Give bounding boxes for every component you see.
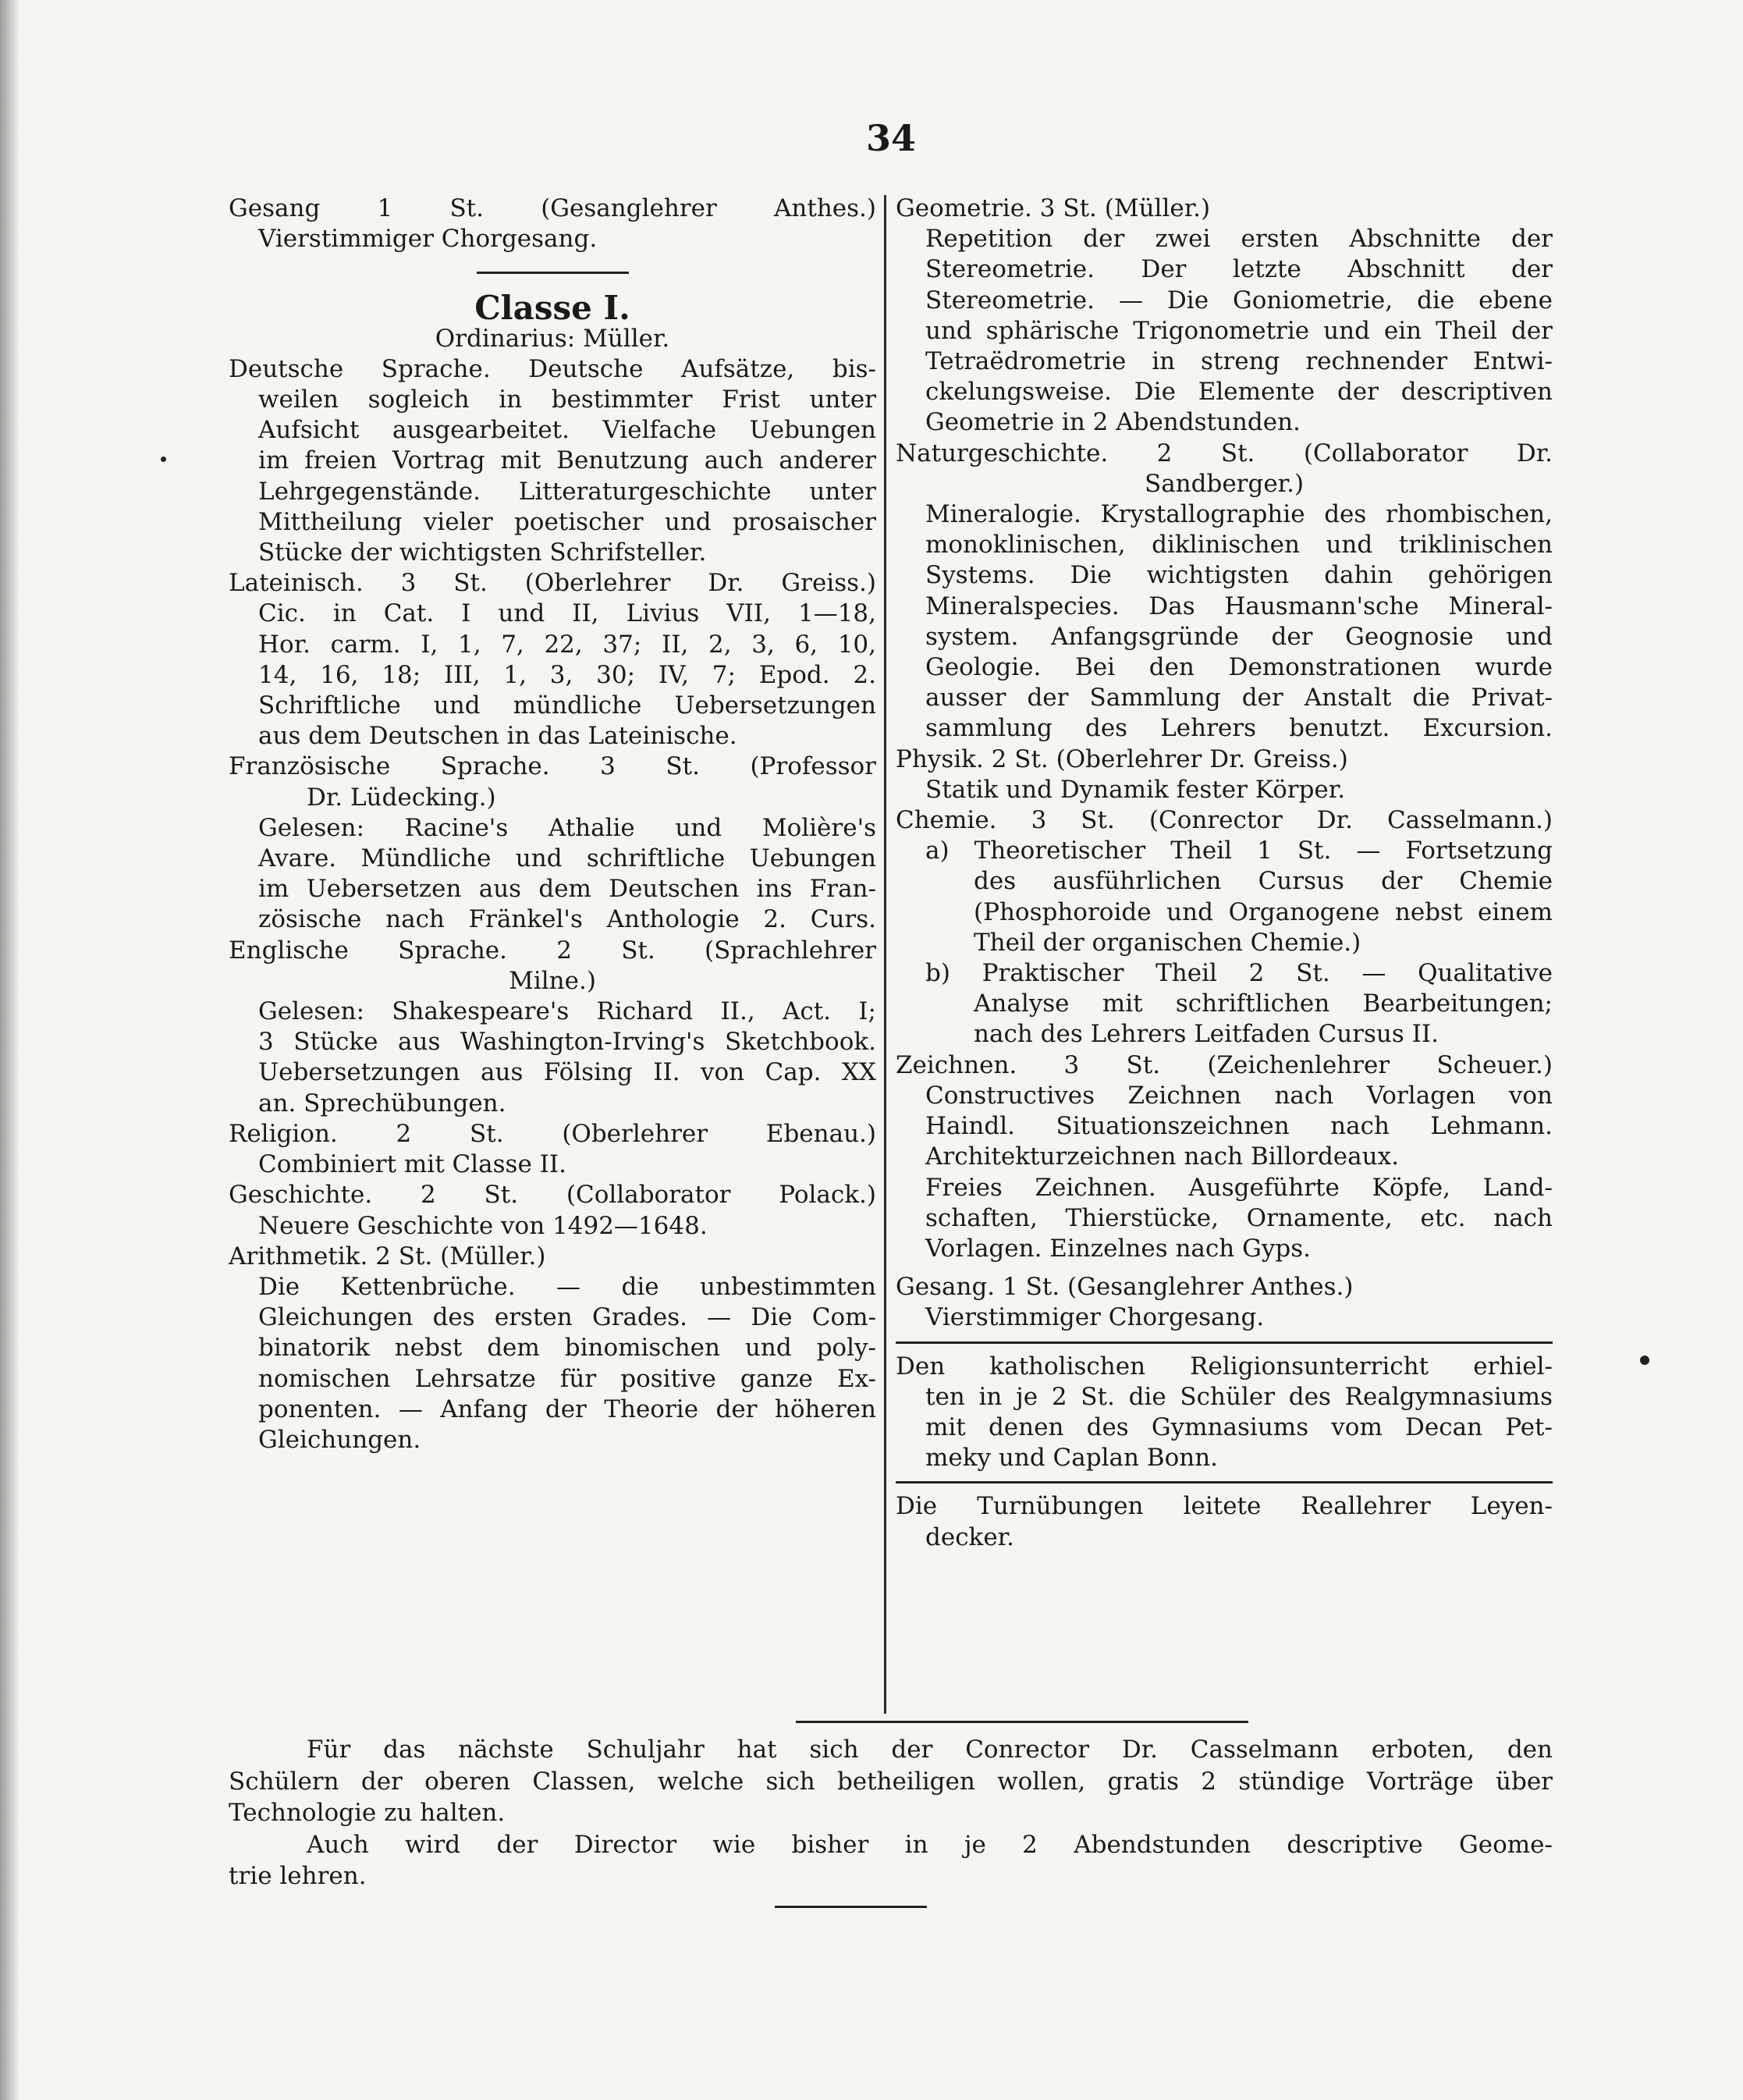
gesang-heading: Gesang. 1 St. (Gesanglehrer Anthes.) [896, 1273, 1354, 1302]
text-line: Stereometrie. Der letzte Abschnitt der [925, 255, 1553, 284]
column-divider [884, 195, 886, 1714]
geometrie-entry [896, 194, 1553, 439]
text-line: a) Theoretischer Theil 1 St. — Fortsetzung [925, 837, 1553, 865]
text-line: Neuere Geschichte von 1492—1648. [258, 1211, 708, 1240]
religion-heading: Religion. 2 St. (Oberlehrer Ebenau.) [229, 1119, 876, 1148]
text-line: Die Kettenbrüche. — die unbestimmten [258, 1272, 876, 1301]
text-line: Für das nächste Schuljahr hat sich der Conrector Dr. Casselmann erboten, den [307, 1736, 1553, 1764]
text-line: Combiniert mit Classe II. [258, 1150, 566, 1179]
footer-notice [229, 1734, 1553, 1892]
text-line: Hor. carm. I, 1, 7, 22, 37; II, 2, 3, 6, 10, [258, 630, 876, 659]
page-number: 34 [866, 117, 917, 159]
text-line: Geologie. Bei den Demonstrationen wurde [925, 653, 1553, 682]
right-column [896, 194, 1553, 1553]
text-line: Gelesen: Racine's Athalie und Molière's [258, 813, 876, 842]
text-line: b) Praktischer Theil 2 St. — Qualitative [925, 959, 1553, 988]
section-rule [896, 1341, 1553, 1344]
text-line: des ausführlichen Cursus der Chemie [974, 867, 1553, 896]
text-line: ausser der Sammlung der Anstalt die Privat- [925, 684, 1553, 712]
arith-entry [229, 1242, 876, 1455]
physik-heading: Physik. 2 St. (Oberlehrer Dr. Greiss.) [896, 744, 1348, 773]
text-line: Schriftliche und mündliche Uebersetzungen [258, 691, 876, 720]
text-line: Cic. in Cat. I und II, Livius VII, 1—18, [258, 599, 876, 628]
text-line: Aufsicht ausgearbeitet. Vielfache Uebungen [258, 416, 876, 445]
text-line: Die Turnübungen leitete Reallehrer Leyen- [896, 1492, 1553, 1521]
text-line: Mineralogie. Krystallographie des rhombischen, [925, 500, 1553, 529]
physik-entry [896, 744, 1553, 805]
text-line: monoklinischen, diklinischen und triklinischen [925, 531, 1553, 560]
text-line: aus dem Deutschen in das Lateinische. [258, 722, 737, 751]
text-line: Architekturzeichnen nach Billordeaux. [925, 1142, 1399, 1171]
text-line: Vorlagen. Einzelnes nach Gyps. [925, 1234, 1311, 1263]
text-line: trie lehren. [229, 1862, 367, 1890]
section-divider [477, 272, 629, 274]
natur-heading-cont: Sandberger.) [1144, 469, 1305, 498]
classe-title: Classe I. [474, 289, 630, 328]
text-line: Den katholischen Religionsunterricht erhiel- [896, 1352, 1553, 1380]
turn-entry [896, 1491, 1553, 1552]
text-line: Avare. Mündliche und schriftliche Uebungen [258, 844, 876, 873]
arith-heading: Arithmetik. 2 St. (Müller.) [229, 1242, 546, 1270]
footer-divider [796, 1721, 1248, 1723]
text-line: im freien Vortrag mit Benutzung auch anderer [258, 446, 876, 475]
religion-entry [229, 1119, 876, 1180]
section-rule [896, 1481, 1553, 1484]
text-line: Haindl. Situationszeichnen nach Lehmann. [925, 1112, 1553, 1141]
left-column [229, 194, 876, 1455]
text-line: weilen sogleich in bestimmter Frist unter [258, 386, 876, 414]
text-line: nomischen Lehrsatze für positive ganze Ex- [258, 1364, 876, 1393]
text-line: Tetraëdrometrie in streng rechnender Entwi- [925, 347, 1553, 376]
engl-heading-cont: Milne.) [509, 966, 596, 995]
gesang-text: Vierstimmiger Chorgesang. [258, 225, 598, 254]
geschichte-heading: Geschichte. 2 St. (Collaborator Polack.) [229, 1181, 876, 1210]
text-line: an. Sprechübungen. [258, 1089, 506, 1118]
text-line: ponenten. — Anfang der Theorie der höheren [258, 1395, 876, 1423]
text-line: Repetition der zwei ersten Abschnitte der [925, 225, 1553, 254]
latein-entry [229, 568, 876, 752]
gesang-heading: Gesang 1 St. (Gesanglehrer Anthes.) [229, 194, 876, 222]
franz-heading-cont: Dr. Lüdecking.) [307, 783, 496, 812]
franz-heading: Französische Sprache. 3 St. (Professor [229, 752, 876, 781]
franz-entry [229, 752, 876, 935]
gesang-entry [896, 1272, 1553, 1333]
text-line: system. Anfangsgründe der Geognosie und [925, 622, 1553, 651]
ink-spot [1640, 1356, 1649, 1365]
text-line: Systems. Die wichtigsten dahin gehörigen [925, 561, 1553, 590]
text-line: Gelesen: Shakespeare's Richard II., Act. I; [258, 997, 876, 1026]
text-line: Geometrie in 2 Abendstunden. [925, 408, 1301, 437]
text-line: Technologie zu halten. [229, 1799, 506, 1827]
deutsch-entry [229, 354, 876, 568]
text-line: (Phosphoroide und Organogene nebst einem [974, 897, 1553, 926]
spacer [896, 1264, 1553, 1272]
text-line: Deutsche Sprache. Deutsche Aufsätze, bis- [229, 354, 876, 383]
text-line: Auch wird der Director wie bisher in je 2 Abendstunden descriptive Geome- [307, 1830, 1553, 1859]
text-line: und sphärische Trigonometrie und ein Theil der [925, 316, 1553, 345]
text-line: 3 Stücke aus Washington-Irving's Sketchbook. [258, 1028, 876, 1057]
text-line: zösische nach Fränkel's Anthologie 2. Curs. [258, 905, 876, 934]
text-line: meky und Caplan Bonn. [925, 1444, 1219, 1473]
geschichte-entry [229, 1180, 876, 1241]
text-line: Statik und Dynamik fester Körper. [925, 775, 1346, 804]
text-line: Stücke der wichtigsten Schrifsteller. [258, 538, 707, 567]
end-divider [775, 1906, 927, 1908]
text-line: Stereometrie. — Die Goniometrie, die ebene [925, 286, 1553, 314]
chemie-heading: Chemie. 3 St. (Conrector Dr. Casselmann.) [896, 806, 1553, 835]
text-line: Freies Zeichnen. Ausgeführte Köpfe, Land- [925, 1173, 1553, 1202]
text-line: Theil der organischen Chemie.) [974, 928, 1361, 957]
text-line: Gleichungen des ersten Grades. — Die Com- [258, 1303, 876, 1332]
text-line: ten in je 2 St. die Schüler des Realgymnasiums [925, 1382, 1553, 1411]
text-line: nach des Lehrers Leitfaden Cursus II. [974, 1020, 1439, 1049]
text-line: Uebersetzungen aus Fölsing II. von Cap. XX [258, 1058, 876, 1087]
natur-entry [896, 439, 1553, 744]
text-line: Schülern der oberen Classen, welche sich betheiligen wollen, gratis 2 stündige Vorträge über [229, 1767, 1553, 1796]
engl-entry [229, 936, 876, 1119]
text-line: Vierstimmiger Chorgesang. [925, 1303, 1265, 1332]
text-line: Mittheilung vieler poetischer und prosaischer [258, 507, 876, 536]
ink-spot [161, 457, 166, 462]
text-line: Constructives Zeichnen nach Vorlagen von [925, 1081, 1553, 1110]
text-line: sammlung des Lehrers benutzt. Excursion. [925, 714, 1553, 743]
natur-heading: Naturgeschichte. 2 St. (Collaborator Dr. [896, 439, 1553, 467]
engl-heading: Englische Sprache. 2 St. (Sprachlehrer [229, 936, 876, 965]
zeichnen-entry [896, 1050, 1553, 1264]
text-line: decker. [925, 1523, 1014, 1551]
text-line: Analyse mit schriftlichen Bearbeitungen; [974, 990, 1553, 1018]
zeichnen-heading: Zeichnen. 3 St. (Zeichenlehrer Scheuer.) [896, 1050, 1553, 1079]
kathol-entry [896, 1352, 1553, 1474]
text-line: 14, 16, 18; III, 1, 3, 30; IV, 7; Epod. 2. [258, 660, 876, 689]
text-line: Mineralspecies. Das Hausmann'sche Mineral- [925, 592, 1553, 620]
chemie-entry [896, 805, 1553, 1050]
text-line: im Uebersetzen aus dem Deutschen ins Fran- [258, 875, 876, 904]
page-edge-shadow [0, 0, 19, 2100]
text-line: binatorik nebst dem binomischen und poly- [258, 1334, 876, 1363]
ordinarius: Ordinarius: Müller. [435, 324, 670, 353]
latein-heading: Lateinisch. 3 St. (Oberlehrer Dr. Greiss.) [229, 569, 876, 598]
geometrie-heading: Geometrie. 3 St. (Müller.) [896, 194, 1211, 222]
text-line: mit denen des Gymnasiums vom Decan Pet- [925, 1412, 1553, 1441]
text-line: schaften, Thierstücke, Ornamente, etc. nach [925, 1203, 1553, 1232]
text-line: ckelungsweise. Die Elemente der descriptiven [925, 378, 1553, 407]
text-line: Lehrgegenstände. Litteraturgeschichte unter [258, 477, 876, 506]
text-line: Gleichungen. [258, 1425, 421, 1454]
